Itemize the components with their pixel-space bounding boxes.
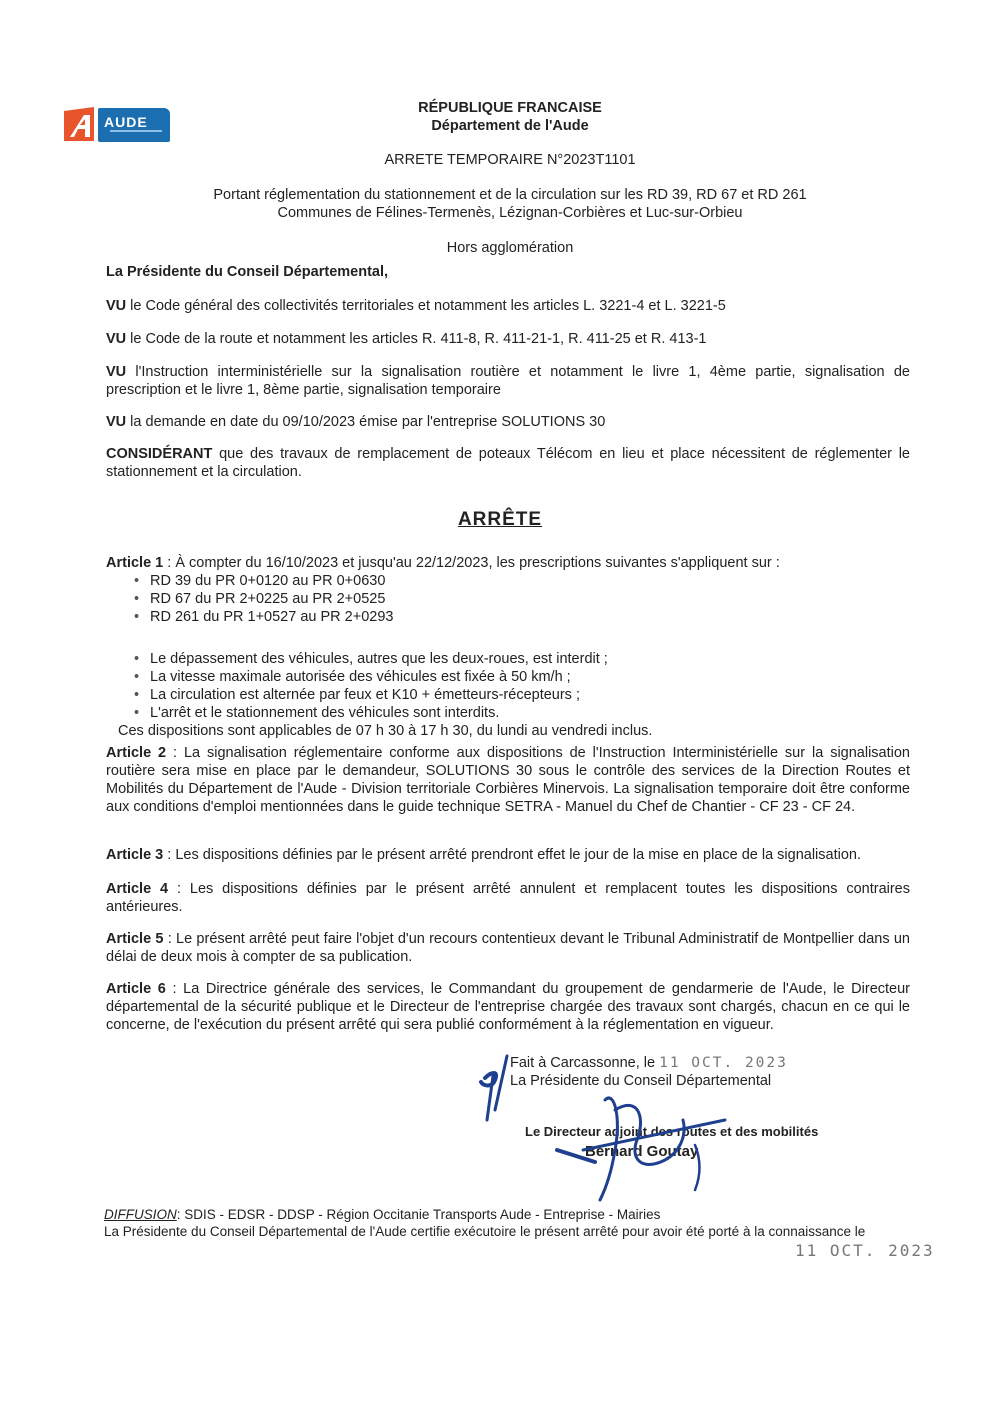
- date-stamp: 11 OCT. 2023: [659, 1055, 788, 1071]
- list-item: • Le dépassement des véhicules, autres que les deux-roues, est interdit ;: [132, 650, 910, 668]
- consideration-key: VU: [106, 298, 127, 314]
- certification-line: La Présidente du Conseil Départemental de l'Aude certifie exécutoire le présent arrêté pour avoir été porté à la connaissance le: [104, 1224, 866, 1239]
- article-text: : Les dispositions définies par le présent arrêté prendront effet le jour de la mise en place de la signalisation.: [163, 847, 861, 863]
- aude-logo: [64, 107, 174, 143]
- article-text: : Les dispositions définies par le présent arrêté annulent et remplacent toutes les dispositions contraires antérieures.: [106, 881, 910, 915]
- diffusion-line: [104, 1206, 660, 1224]
- consideration-text: la demande en date du 09/10/2023 émise par l'entreprise SOLUTIONS 30: [126, 414, 606, 430]
- certification-date-stamp: 11 OCT. 2023: [795, 1241, 935, 1260]
- consideration-2: [106, 330, 910, 348]
- article-5: [106, 930, 910, 966]
- list-item: • La vitesse maximale autorisée des véhicules est fixée à 50 km/h ;: [132, 668, 910, 686]
- article-1-intro: [106, 554, 910, 572]
- article-label: Article 4: [106, 881, 169, 897]
- prescription-list: [132, 650, 910, 722]
- consideration-key: VU: [106, 414, 127, 430]
- logo-panel: [98, 108, 170, 142]
- article-text: : Le présent arrêté peut faire l'objet d'un recours contentieux devant le Tribunal Administratif de Montpellier dans un délai de deux mois à compter de sa publication.: [106, 931, 910, 965]
- department-heading: Département de l'Aude: [431, 118, 589, 134]
- republic-heading: RÉPUBLIQUE FRANCAISE: [418, 100, 602, 116]
- article-label: Article 3: [106, 847, 164, 863]
- arrete-number: ARRETE TEMPORAIRE N°2023T1101: [384, 152, 636, 168]
- decision-title: ARRÊTE: [457, 509, 543, 530]
- article-2: [106, 744, 910, 816]
- authority-line: La Présidente du Conseil Départemental,: [106, 264, 389, 280]
- signature-delegate: Le Directeur adjoint des routes et des mobilités: [525, 1124, 819, 1139]
- road-list: [132, 572, 910, 626]
- article-6: [106, 980, 910, 1034]
- list-item: • L'arrêt et le stationnement des véhicules sont interdits.: [132, 704, 910, 722]
- consideration-text: le Code général des collectivités territoriales et notamment les articles L. 3221-4 et L. 3221-5: [126, 298, 726, 314]
- consideration-3: [106, 363, 910, 399]
- list-item: • RD 39 du PR 0+0120 au PR 0+0630: [132, 572, 910, 590]
- consideration-key: VU: [106, 331, 127, 347]
- article-text: : À compter du 16/10/2023 et jusqu'au 22/12/2023, les prescriptions suivantes s'appliquent sur :: [163, 555, 780, 571]
- logo-mark-icon: [64, 107, 100, 143]
- article-1-hours: Ces dispositions sont applicables de 07 h 30 à 17 h 30, du lundi au vendredi inclus.: [118, 723, 653, 739]
- diffusion-text: : SDIS - EDSR - DDSP - Région Occitanie Transports Aude - Entreprise - Mairies: [176, 1207, 661, 1222]
- article-label: Article 2: [106, 745, 167, 761]
- consideration-key: VU: [106, 364, 127, 380]
- signature-place-text: Fait à Carcassonne, le: [510, 1055, 656, 1071]
- list-item: • RD 261 du PR 1+0527 au PR 2+0293: [132, 608, 910, 626]
- consideration-key: CONSIDÉRANT: [106, 446, 213, 462]
- consideration-text: le Code de la route et notamment les articles R. 411-8, R. 411-21-1, R. 411-25 et R. 413-1: [126, 331, 707, 347]
- consideration-5: [106, 445, 910, 481]
- location-note: Hors agglomération: [446, 240, 574, 256]
- article-label: Article 1: [106, 555, 164, 571]
- signature-name: Bernard Goutay: [585, 1143, 699, 1160]
- article-text: : La Directrice générale des services, le Commandant du groupement de gendarmerie de l'Aude, le Directeur départemental de la sécurité publique et le Directeur de l'entreprise chargée des travaux sont chargés, chacun en ce qui le concerne, de l'exécution du présent arrêté qui sera publié conformément à la réglementation en vigueur.: [106, 981, 910, 1033]
- list-item: • La circulation est alternée par feux et K10 + émetteurs-récepteurs ;: [132, 686, 910, 704]
- diffusion-label: DIFFUSION: [104, 1207, 177, 1222]
- article-4: [106, 880, 910, 916]
- handwritten-signature-icon: [465, 1050, 765, 1210]
- article-text: : La signalisation réglementaire conforme aux dispositions de l'Instruction Interministérielle sur la signalisation routière sera mise en place par le demandeur, SOLUTIONS 30 sous le contrôle des services de la Direction Routes et Mobilités du Département de l'Aude - Division territoriale Corbières Minervois. La signalisation temporaire doit être conforme aux conditions d'emploi mentionnées dans le guide technique SETRA - Manuel du Chef de Chantier - CF 23 - CF 24.: [106, 745, 910, 815]
- subject-line-1: Portant réglementation du stationnement et de la circulation sur les RD 39, RD 67 et RD 261: [213, 187, 807, 203]
- signature-title: La Présidente du Conseil Départemental: [510, 1073, 772, 1089]
- consideration-1: [106, 297, 910, 315]
- consideration-text: l'Instruction interministérielle sur la signalisation routière et notamment le livre 1, 4ème partie, signalisation de prescription et le livre 1, 8ème partie, signalisation temporaire: [106, 364, 910, 398]
- article-label: Article 5: [106, 931, 164, 947]
- article-label: Article 6: [106, 981, 166, 997]
- subject-line-2: Communes de Félines-Termenès, Lézignan-Corbières et Luc-sur-Orbieu: [277, 205, 743, 221]
- consideration-text: que des travaux de remplacement de poteaux Télécom en lieu et place nécessitent de réglementer le stationnement et la circulation.: [106, 446, 910, 480]
- logo-text: AUDE: [104, 114, 148, 130]
- list-item: • RD 67 du PR 2+0225 au PR 2+0525: [132, 590, 910, 608]
- logo-underline: [110, 130, 162, 132]
- consideration-4: [106, 413, 910, 431]
- article-3: [106, 846, 910, 864]
- article-1: [106, 554, 910, 740]
